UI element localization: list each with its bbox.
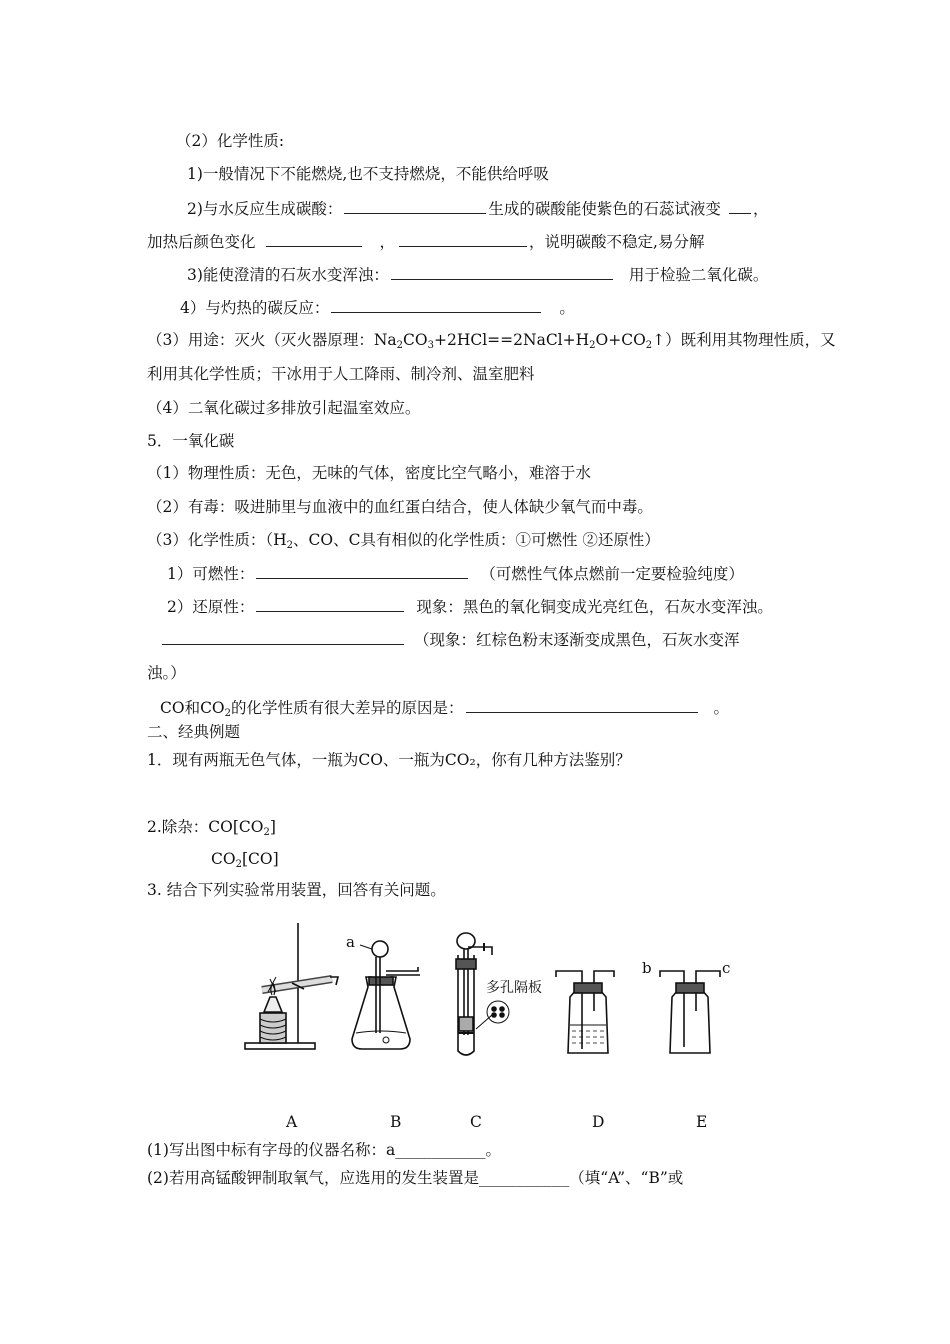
answer-blank[interactable] [162,629,404,645]
question-2-line2 [211,849,279,869]
fig-label-E: E [696,1113,708,1131]
co-reducing-fe-cont: 浊。） [147,664,186,682]
text: （可燃性气体点燃前一定要检验纯度） [480,565,744,583]
text: （填“A”、“B”或 [569,1169,684,1187]
text: CO [211,850,236,868]
subscript: 2 [235,859,242,870]
text: CO和CO [160,699,225,717]
section-2-title: （2）化学性质: [176,132,285,150]
answer-blank[interactable] [331,297,541,313]
answer-blank[interactable] [466,697,698,713]
fig-label-C: C [470,1113,482,1131]
answer-blank[interactable] [399,231,527,247]
label-c: c [722,959,731,977]
subscript: 2 [589,340,596,351]
text: 加热后颜色变化 [147,233,256,251]
co2-property-3 [187,264,768,285]
answer-blank[interactable] [344,198,486,214]
text: （3）化学性质：（H [147,531,287,549]
subscript: 2 [396,340,404,351]
apparatus-e [660,971,720,1053]
section-5-heading: 5．一氧化碳 [147,432,235,450]
text: 现象：黑色的氧化铜变成光亮红色，石灰水变浑浊。 [416,598,773,616]
text: ] [269,818,276,836]
apparatus-b [352,941,420,1049]
co2-uses-line2: 利用其化学性质；干冰用于人工降雨、制冷剂、温室肥料 [147,365,535,383]
co2-property-1: 1)一般情况下不能燃烧,也不支持燃烧，不能供给呼吸 [187,165,549,183]
porous-plate-label: 多孔隔板 [486,980,542,996]
answer-blank[interactable]: __________ [395,1141,486,1159]
answer-blank[interactable] [256,563,468,579]
co2-greenhouse: （4）二氧化碳过多排放引起温室效应。 [147,399,421,417]
co-toxic: （2）有毒：吸进肺里与血液中的血红蛋白结合，使人体缺少氧气而中毒。 [147,498,653,516]
answer-blank[interactable] [256,596,404,612]
text: ， [752,200,769,218]
text: 2）还原性： [167,598,255,616]
text: 。 [713,699,730,717]
text: （3）用途：灭火（灭火器原理：Na [147,331,397,349]
text: 。 [485,1141,502,1159]
co-physical: （1）物理性质：无色，无味的气体，密度比空气略小，难溶于水 [147,464,591,482]
text: 的化学性质有很大差异的原因是： [231,699,464,717]
label-a: a [346,933,355,951]
text: 1）可燃性： [167,565,255,583]
text: 生成的碳酸能使紫色的石蕊试液变 [488,200,721,218]
co2-property-2-cont [147,231,704,252]
text: （现象：红棕色粉末逐渐变成黑色，石灰水变浑 [414,631,740,649]
text: 用于检验二氧化碳。 [628,266,769,284]
answer-blank[interactable] [266,231,362,247]
text: CO [403,331,428,349]
subquestion-2 [147,1168,683,1188]
subscript: 2 [645,340,653,351]
text: [CO] [241,850,279,868]
section-examples-heading: 二、经典例题 [147,723,241,741]
label-b: b [642,959,652,977]
apparatus-d [556,971,614,1053]
subscript: 2 [286,540,294,551]
co-chemical [147,530,660,550]
subquestion-1 [147,1140,501,1160]
text: 、CO、C具有相似的化学性质：①可燃性 ②还原性） [293,531,660,549]
answer-blank[interactable] [729,198,751,214]
question-1: 1．现有两瓶无色气体，一瓶为CO、一瓶为CO₂，你有几种方法鉴别？ [147,751,631,769]
co2-property-4 [180,297,575,318]
apparatus-figure [240,915,800,1065]
co2-property-2 [187,198,768,219]
fig-label-B: B [390,1113,402,1131]
text: (1)写出图中标有字母的仪器名称：a [147,1141,396,1159]
co-co2-difference [160,697,729,718]
fig-label-A: A [286,1113,298,1131]
text: 2.除杂：CO[CO [147,818,264,836]
subscript: 2 [263,827,270,838]
answer-blank[interactable]: __________ [478,1169,570,1187]
text: 。 [559,299,575,317]
fig-label-D: D [592,1113,605,1131]
co2-uses-line1 [147,330,836,350]
text: (2)若用高锰酸钾制取氧气，应选用的发生装置是 [147,1169,479,1187]
question-2-line1 [147,817,276,837]
text: 3)能使澄清的石灰水变浑浊： [187,266,389,284]
subscript: 2 [224,708,232,719]
apparatus-a [245,923,338,1049]
text: 4）与灼热的碳反应： [180,299,330,317]
text: ，说明碳酸不稳定,易分解 [529,233,705,251]
text: ↑）既利用其物理性质，又 [652,331,836,349]
text: ， [379,233,396,251]
answer-blank[interactable] [391,264,613,280]
subscript: 3 [427,340,434,351]
co-reducing-fe [160,629,740,650]
text: +2HCl==2NaCl+H [434,331,590,349]
co-combustible [167,563,744,584]
text: O+CO [595,331,646,349]
text: 2)与水反应生成碳酸： [187,200,343,218]
co-reducing [167,596,773,617]
question-3: 3. 结合下列实验常用装置，回答有关问题。 [147,881,446,899]
